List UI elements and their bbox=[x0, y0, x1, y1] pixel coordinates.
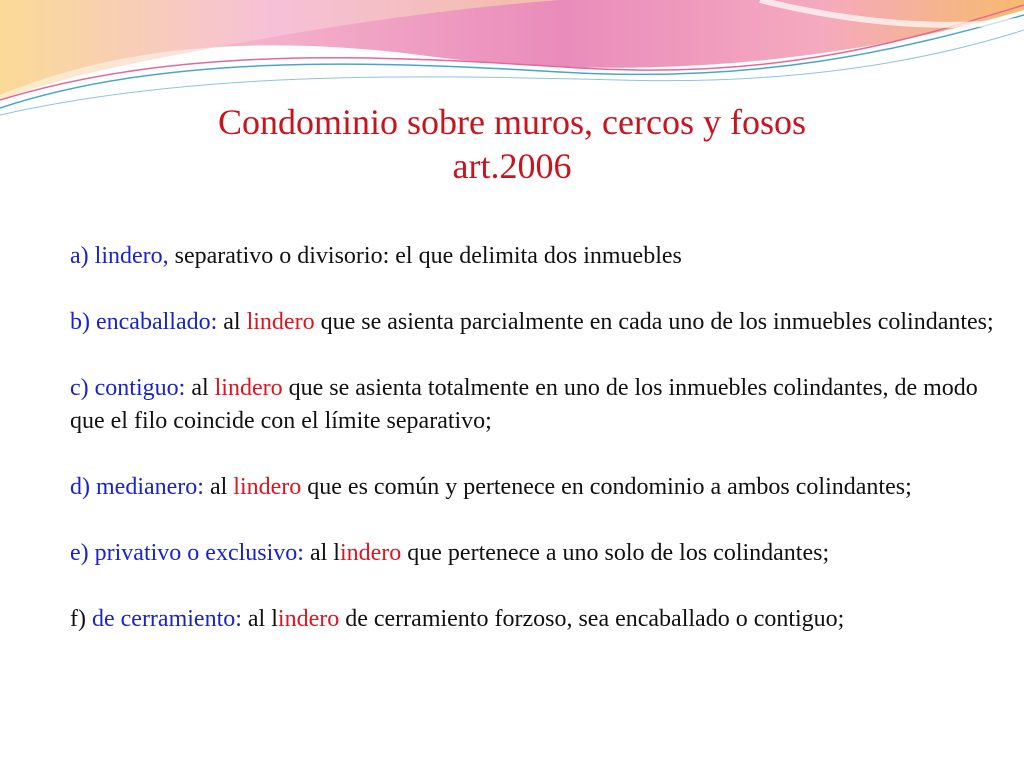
definition-c bbox=[70, 372, 1005, 438]
title-line-2: art.2006 bbox=[452, 146, 572, 186]
text-a: separativo o divisorio: el que delimita dos inmuebles bbox=[168, 243, 682, 269]
definition-d bbox=[70, 471, 1005, 504]
pre-e: al l bbox=[303, 540, 340, 566]
definition-f bbox=[70, 603, 1005, 636]
pre-d: al bbox=[203, 474, 234, 500]
text-d: que es común y pertenece en condominio a ambos colindantes; bbox=[301, 474, 912, 500]
term-b: b) encaballado: bbox=[70, 309, 218, 335]
text-f: de cerramiento forzoso, sea encaballado o contiguo; bbox=[339, 606, 845, 632]
term-a: a) lindero, bbox=[70, 243, 169, 269]
pre-b: al bbox=[217, 309, 247, 335]
pre-f: al l bbox=[241, 606, 278, 632]
text-c: que se asienta totalmente en uno de los inmuebles colindantes, de modo que el filo coincide con el límite separativo; bbox=[70, 375, 978, 434]
term-e: e) privativo o exclusivo: bbox=[70, 540, 304, 566]
definition-e bbox=[70, 537, 1005, 570]
definitions-list bbox=[70, 240, 1005, 669]
highlight-c: lindero bbox=[214, 375, 283, 401]
highlight-f: indero bbox=[277, 606, 340, 632]
text-e: que pertenece a uno solo de los colindantes; bbox=[401, 540, 830, 566]
highlight-d: lindero bbox=[233, 474, 302, 500]
text-b: que se asienta parcialmente en cada uno de los inmuebles colindantes; bbox=[314, 309, 994, 335]
pre-c: al bbox=[185, 375, 215, 401]
slide-title bbox=[0, 100, 1024, 188]
title-line-1: Condominio sobre muros, cercos y fosos bbox=[218, 102, 806, 142]
definition-a bbox=[70, 240, 1005, 273]
term-f: de cerramiento: bbox=[91, 606, 242, 632]
term-c: c) contiguo: bbox=[70, 375, 186, 401]
definition-b bbox=[70, 306, 1005, 339]
highlight-e: indero bbox=[339, 540, 402, 566]
prefix-f: f) bbox=[70, 606, 92, 632]
term-d: d) medianero: bbox=[70, 474, 204, 500]
highlight-b: lindero bbox=[246, 309, 315, 335]
